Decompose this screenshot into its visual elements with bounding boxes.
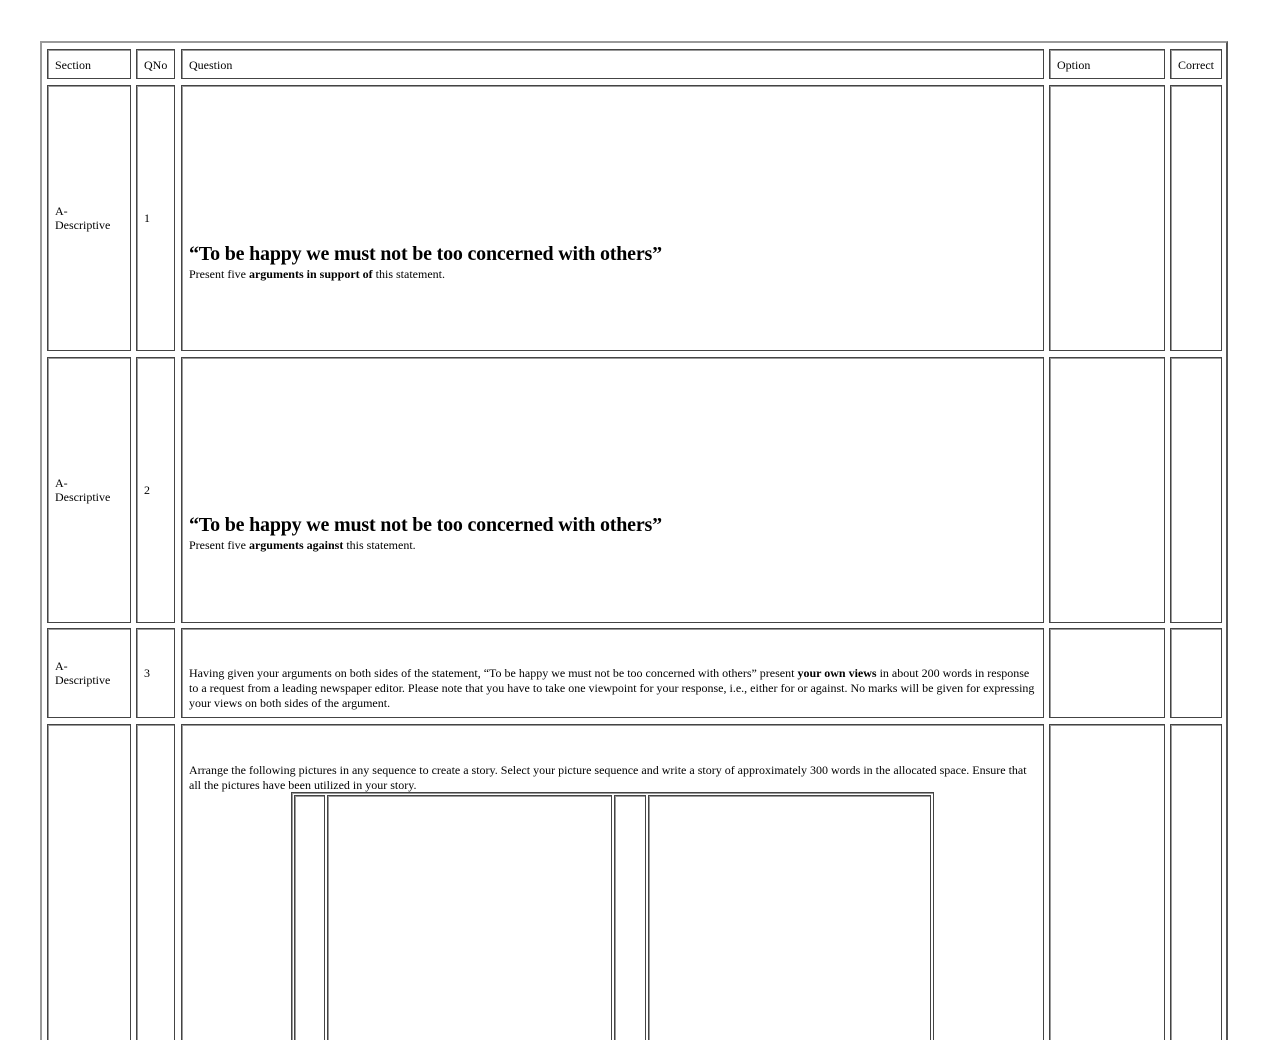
question-quote: “To be happy we must not be too concerned with others” — [189, 514, 662, 536]
header-qno-label: QNo — [144, 58, 168, 72]
header-correct-label: Correct — [1178, 58, 1214, 72]
row-4-qno — [136, 724, 175, 1040]
row-1-qno — [136, 85, 175, 351]
instruction-pre: Present five — [189, 538, 249, 552]
paragraph-post: in about 200 words in response to a request from a leading newspaper editor. Please note that you have to take one viewpoint for your response, i.e., either for or against. No marks will be given for expressing your views on both sides of the argument. — [189, 666, 1035, 710]
picture-grid — [291, 792, 934, 1040]
header-question-label: Question — [189, 58, 233, 72]
picture-story-instructions: Arrange the following pictures in any sequence to create a story. Select your picture sequence and write a story of approximately 300 words in the allocated space. Ensure that all the pictures have been utilized in your story. — [189, 763, 1027, 792]
row-3-option — [1049, 628, 1165, 718]
header-correct — [1170, 49, 1222, 79]
paragraph-pre: Having given your arguments on both sides of the statement, “To be happy we must not be too concerned with others” present — [189, 666, 798, 680]
row-3-section — [47, 628, 131, 718]
header-section-label: Section — [55, 58, 91, 72]
question-quote: “To be happy we must not be too concerned with others” — [189, 243, 662, 265]
question-table — [40, 41, 1228, 1040]
instruction-pre: Present five — [189, 267, 249, 281]
picture-frame — [327, 795, 612, 1040]
row-3-correct — [1170, 628, 1222, 718]
row-1-option — [1049, 85, 1165, 351]
instruction-post: this statement. — [372, 267, 445, 281]
row-2-question — [181, 357, 1044, 623]
row-4-option — [1049, 724, 1165, 1040]
row-2-correct — [1170, 357, 1222, 623]
qno-text: 2 — [144, 483, 150, 497]
row-3-qno — [136, 628, 175, 718]
instruction-bold: arguments in support of — [248, 267, 373, 281]
header-question — [181, 49, 1044, 79]
header-section — [47, 49, 131, 79]
row-4-question — [181, 724, 1044, 1040]
row-3-question — [181, 628, 1044, 718]
header-option-label: Option — [1057, 58, 1091, 72]
picture-number-cell — [294, 795, 325, 1040]
row-2-section — [47, 357, 131, 623]
row-1-correct — [1170, 85, 1222, 351]
instruction-bold: arguments against — [248, 538, 344, 552]
row-1-question — [181, 85, 1044, 351]
picture-frame — [648, 795, 931, 1040]
row-1-section — [47, 85, 131, 351]
header-qno — [136, 49, 175, 79]
section-text: A-Descriptive — [55, 204, 111, 232]
row-4-section — [47, 724, 131, 1040]
row-2-option — [1049, 357, 1165, 623]
qno-text: 1 — [144, 211, 150, 225]
header-option — [1049, 49, 1165, 79]
section-text: A-Descriptive — [55, 659, 111, 687]
row-4-correct — [1170, 724, 1222, 1040]
picture-number-cell — [614, 795, 646, 1040]
section-text: A-Descriptive — [55, 476, 111, 504]
row-2-qno — [136, 357, 175, 623]
paragraph-bold: your own views — [797, 666, 877, 680]
instruction-post: this statement. — [343, 538, 416, 552]
qno-text: 3 — [144, 666, 150, 680]
